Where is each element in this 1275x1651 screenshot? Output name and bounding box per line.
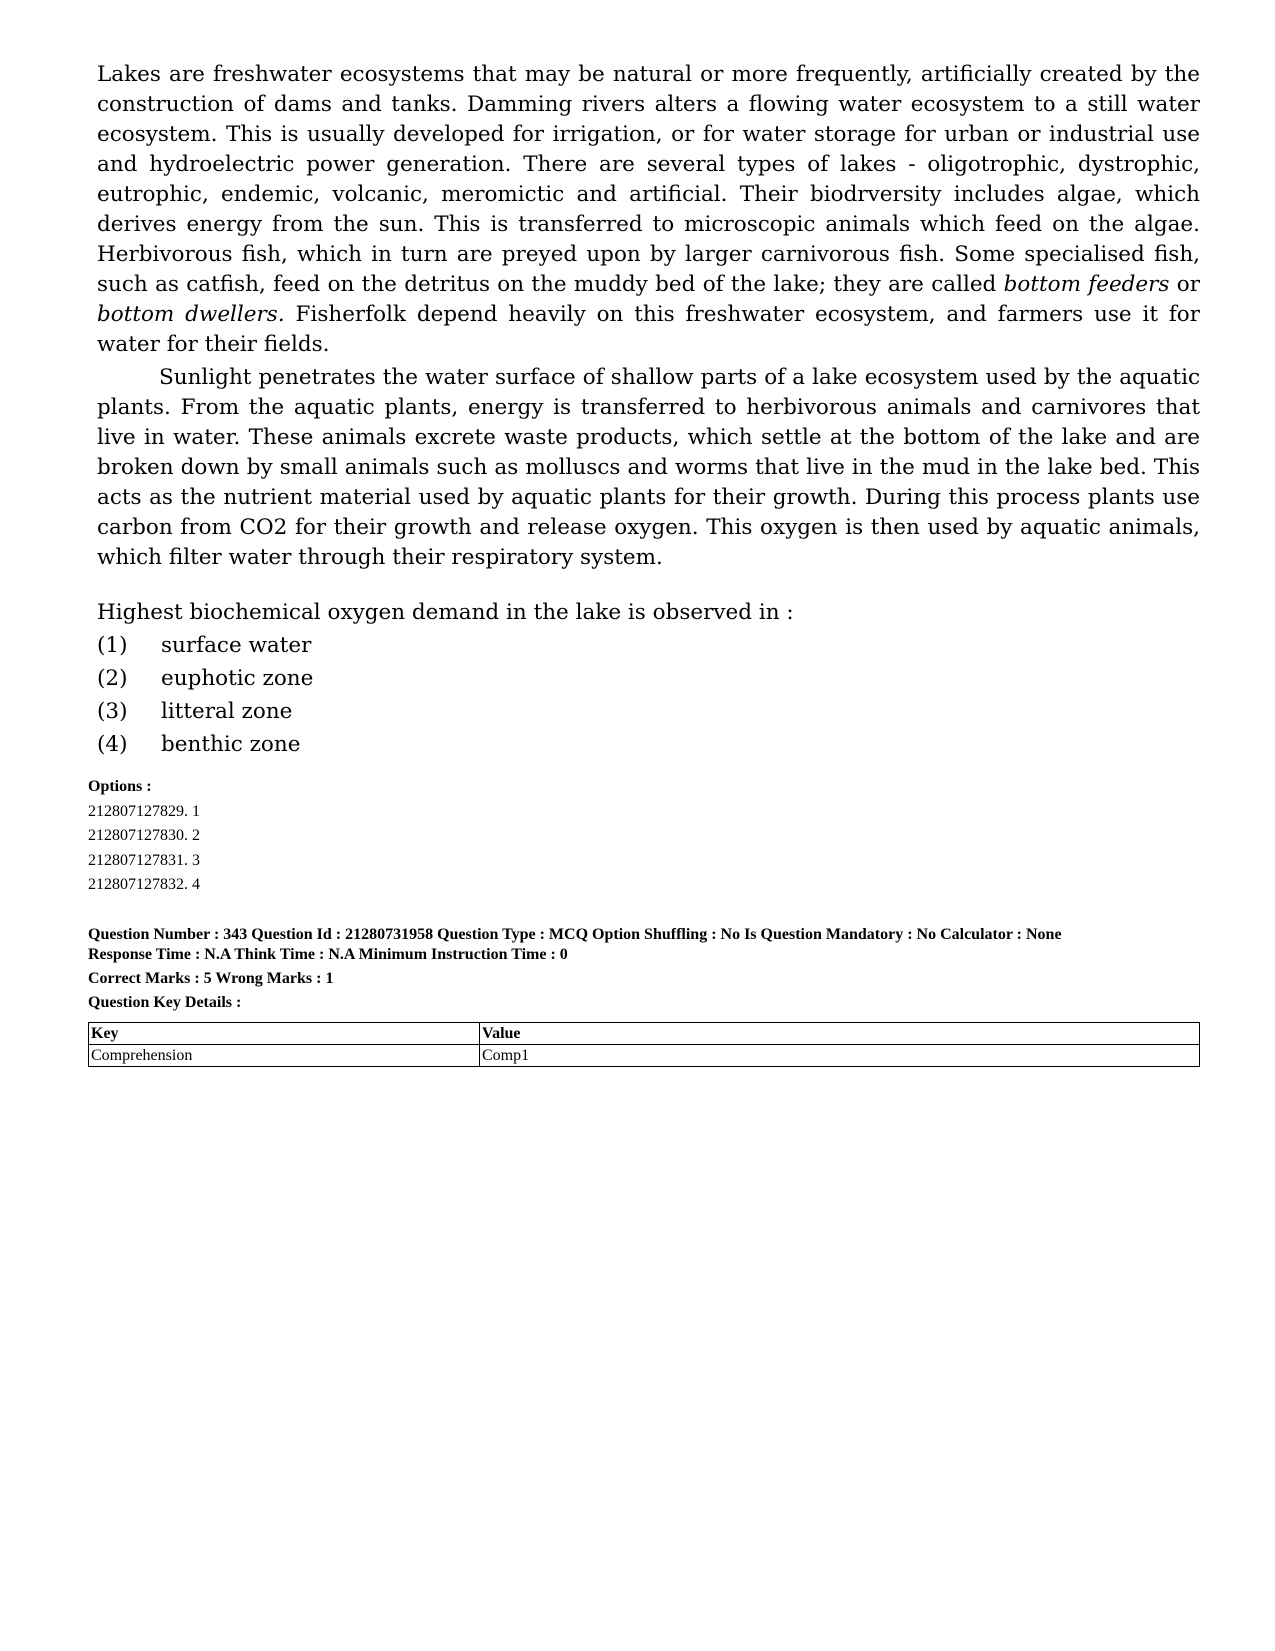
question-info-line-2: Response Time : N.A Think Time : N.A Minimum Instruction Time : 0 (88, 946, 568, 963)
key-details-label: Question Key Details : (88, 994, 242, 1011)
choice-1 (97, 629, 1200, 662)
question-block (97, 596, 1200, 761)
header-key: Key (89, 1023, 480, 1045)
choice-3 (97, 695, 1200, 728)
choice-4 (97, 728, 1200, 761)
option-id-1: 212807127829. 1 (88, 802, 200, 820)
term-bottom-feeders: bottom feeders (1003, 272, 1170, 297)
passage-paragraph-1: Lakes are freshwater ecosystems that may be natural or more frequently, artificially created by the construction of dams and tanks. Damming rivers alters a flowing water ecosystem to a still water ecosystem. This is usually developed for irrigation, or for water storage for urban or industrial use and hydroelectric power generation. There are several types of lakes - oligotrophic, dystrophic, eutrophic, endemic, volcanic, meromictic and artificial. Their biodrversity includes algae, which derives energy from the sun. This is transferred to microscopic animals which feed on the algae. Herbivorous fish, which in turn are preyed upon by larger carnivorous fish. Some specialised fish, such as catfish, feed on the detritus on the muddy bed of the lake; they are called bottom feeders or bottom dwellers. Fisherfolk depend heavily on this freshwater ecosystem, and farmers use it for water for their fields. (97, 62, 1201, 357)
choice-number: (1) (97, 633, 128, 658)
table-row (89, 1045, 1200, 1067)
choice-2 (97, 662, 1200, 695)
comprehension-passage (97, 60, 1200, 573)
question-metadata (88, 925, 1208, 1013)
choice-text: benthic zone (161, 732, 301, 757)
question-info-line-1: Question Number : 343 Question Id : 21280731958 Question Type : MCQ Option Shuffling : No Is Question Mandatory : No Calculator : None (88, 926, 1062, 943)
option-id-3: 212807127831. 3 (88, 851, 200, 869)
choice-text: litteral zone (161, 699, 293, 724)
options-label: Options : (88, 778, 152, 795)
choice-number: (3) (97, 699, 128, 724)
choice-number: (2) (97, 666, 128, 691)
header-value: Value (480, 1023, 1200, 1045)
options-list (88, 775, 200, 898)
question-stem: Highest biochemical oxygen demand in the lake is observed in : (97, 600, 794, 625)
question-key-table (88, 1022, 1200, 1067)
row-value: Comp1 (480, 1045, 1200, 1067)
term-bottom-dwellers: bottom dwellers. (97, 302, 285, 327)
choice-text: euphotic zone (161, 666, 314, 691)
choice-text: surface water (161, 633, 312, 658)
choice-number: (4) (97, 732, 128, 757)
marks-line: Correct Marks : 5 Wrong Marks : 1 (88, 970, 334, 987)
option-id-2: 212807127830. 2 (88, 827, 200, 844)
passage-paragraph-2: Sunlight penetrates the water surface of shallow parts of a lake ecosystem used by the aquatic plants. From the aquatic plants, energy is transferred to herbivorous animals and carnivores that live in water. These animals excrete waste products, which settle at the bottom of the lake and are broken down by small animals such as molluscs and worms that live in the mud in the lake bed. This acts as the nutrient material used by aquatic plants for their growth. During this process plants use carbon from CO2 for their growth and release oxygen. This oxygen is then used by aquatic animals, which filter water through their respiratory system. (97, 365, 1200, 570)
table-header-row (89, 1023, 1200, 1045)
row-key: Comprehension (89, 1045, 480, 1067)
option-id-4: 212807127832. 4 (88, 876, 200, 893)
